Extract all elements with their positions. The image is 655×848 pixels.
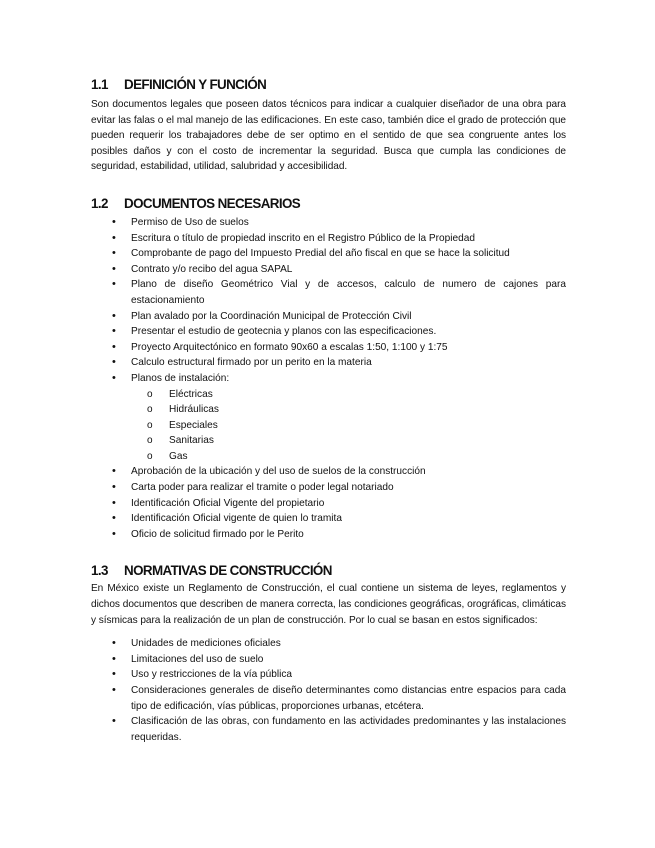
- list-item: • Presentar el estudio de geotecnia y planos con las especificaciones.: [91, 324, 566, 340]
- section-title: DEFINICIÓN Y FUNCIÓN: [124, 77, 267, 92]
- list-item: • Proyecto Arquitectónico en formato 90x60 a escalas 1:50, 1:100 y 1:75: [91, 340, 566, 356]
- sub-list-item: o Especiales: [91, 418, 566, 434]
- bullet-list: [91, 215, 566, 387]
- section-paragraph: Son documentos legales que poseen datos técnicos para indicar a cualquier diseñador de una obra para evitar las falas o el mal manejo de las edificaciones. En este caso, también dice el grado de protección que pueden requerir los trabajadores debe de ser optimo en el sentido de que sea congruente antes los posibles daños y con el costo de incrementar la seguridad. Busca que cumpla las condiciones de seguridad, estabilidad, utilidad, salubridad y accesibilidad.: [91, 99, 566, 173]
- section-heading: [91, 562, 566, 580]
- list-item: • Limitaciones del uso de suelo: [91, 652, 566, 668]
- section-title: NORMATIVAS DE CONSTRUCCIÓN: [124, 563, 332, 579]
- list-item: • Permiso de Uso de suelos: [91, 215, 566, 231]
- bullet-list: [91, 636, 566, 745]
- section-normativas: [91, 562, 566, 745]
- section-definicion: [91, 76, 566, 175]
- sub-list-item: o Eléctricas: [91, 387, 566, 403]
- section-documentos: [91, 195, 566, 542]
- list-item: • Contrato y/o recibo del agua SAPAL: [91, 262, 566, 278]
- section-heading: [91, 76, 566, 94]
- list-item: • Comprobante de pago del Impuesto Predial del año fiscal en que se hace la solicitud: [91, 246, 566, 262]
- section-title: DOCUMENTOS NECESARIOS: [124, 195, 301, 211]
- list-item: • Plan avalado por la Coordinación Municipal de Protección Civil: [91, 309, 566, 325]
- list-item: • Planos de instalación:: [91, 371, 566, 387]
- section-paragraph: En México existe un Reglamento de Construcción, el cual contiene un sistema de leyes, reglamentos y dichos documentos que describen de manera correcta, las condiciones geográficas, orográficas, climáticas y sísmicas para la realización de un plan de construcción. Por lo cual se basan en estos significados:: [91, 583, 566, 626]
- list-item: • Escritura o título de propiedad inscrito en el Registro Público de la Propiedad: [91, 231, 566, 247]
- list-item: • Identificación Oficial Vigente del propietario: [91, 496, 566, 512]
- list-item: • Aprobación de la ubicación y del uso de suelos de la construcción: [91, 464, 566, 480]
- section-number: 1.3: [91, 563, 108, 579]
- list-item: • Carta poder para realizar el tramite o poder legal notariado: [91, 480, 566, 496]
- list-item: • Unidades de mediciones oficiales: [91, 636, 566, 652]
- sub-list: [91, 387, 566, 465]
- list-item: • Identificación Oficial vigente de quien lo tramita: [91, 511, 566, 527]
- section-number: 1.2: [91, 195, 108, 211]
- section-heading: [91, 195, 566, 213]
- bullet-list: [91, 464, 566, 542]
- list-item: • Plano de diseño Geométrico Vial y de accesos, calculo de numero de cajones para estacionamiento: [91, 277, 566, 308]
- list-item: • Oficio de solicitud firmado por le Perito: [91, 527, 566, 543]
- list-item: • Uso y restricciones de la vía pública: [91, 667, 566, 683]
- list-item: • Consideraciones generales de diseño determinantes como distancias entre espacios para cada tipo de edificación, vías públicas, proporciones urbanas, etcétera.: [91, 683, 566, 714]
- document-page: [91, 76, 566, 745]
- section-number: 1.1: [91, 77, 108, 92]
- list-item: • Clasificación de las obras, con fundamento en las actividades predominantes y las instalaciones requeridas.: [91, 714, 566, 745]
- sub-list-item: o Hidráulicas: [91, 402, 566, 418]
- sub-list-item: o Gas: [91, 449, 566, 465]
- sub-list-item: o Sanitarias: [91, 433, 566, 449]
- list-item: • Calculo estructural firmado por un perito en la materia: [91, 355, 566, 371]
